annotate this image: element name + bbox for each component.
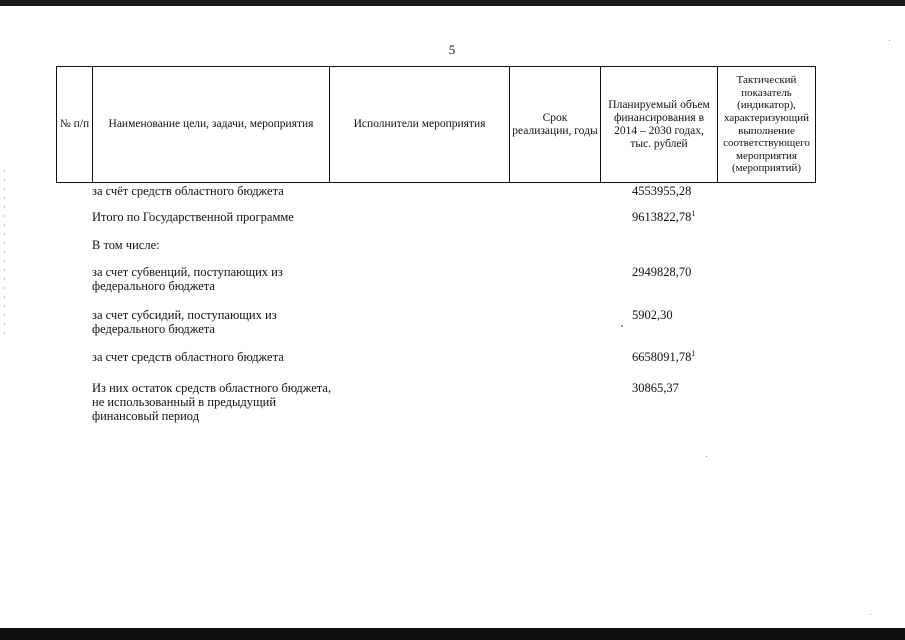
row-label: Из них остаток средств областного бюджета, не использованный в предыдущий финансовый период [92,381,332,423]
row-label: за счет субсидий, поступающих из федерального бюджета [92,308,277,336]
row-amount [632,210,782,224]
header-cell-funding: Планируемый объем финансирования в 2014 – 2030 годах, тыс. рублей [601,67,718,183]
footnote-mark: 1 [691,348,696,358]
table-header-row [57,67,816,183]
row-amount [632,265,782,279]
row-amount [632,184,782,198]
row-label: Итого по Государственной программе [92,210,294,224]
row-amount-value: 6658091,78 [632,350,692,364]
header-cell-indicator: Тактический показатель (индикатор), характеризующий выполнение соответствующего мероприятия (мероприятий) [718,67,816,183]
footnote-mark: 1 [691,208,696,218]
scan-edge-dots [4,170,5,340]
header-cell-name: Наименование цели, задачи, мероприятия [93,67,330,183]
table-header [56,66,816,183]
row-label: за счет средств областного бюджета [92,350,284,364]
scan-speck [706,456,707,457]
row-amount [632,308,782,322]
row-label: В том числе: [92,238,160,252]
scan-speck [621,325,623,327]
row-amount [632,350,782,364]
scan-border-top [0,0,905,6]
row-amount-value: 9613822,78 [632,210,692,224]
header-cell-executors: Исполнители мероприятия [330,67,510,183]
row-amount-value: 4553955,28 [632,184,692,198]
row-amount-value: 5902,30 [632,308,673,322]
scan-border-bottom [0,628,905,640]
row-label: за счёт средств областного бюджета [92,184,284,198]
row-amount [632,381,782,395]
row-amount-value: 2949828,70 [632,265,692,279]
scan-speck [889,40,890,41]
page-number: 5 [448,42,456,57]
header-cell-term: Срок реализации, годы [510,67,601,183]
row-amount-value: 30865,37 [632,381,679,395]
header-cell-number: № п/п [57,67,93,183]
scan-speck [870,614,871,615]
row-label: за счет субвенций, поступающих из федерального бюджета [92,265,283,293]
